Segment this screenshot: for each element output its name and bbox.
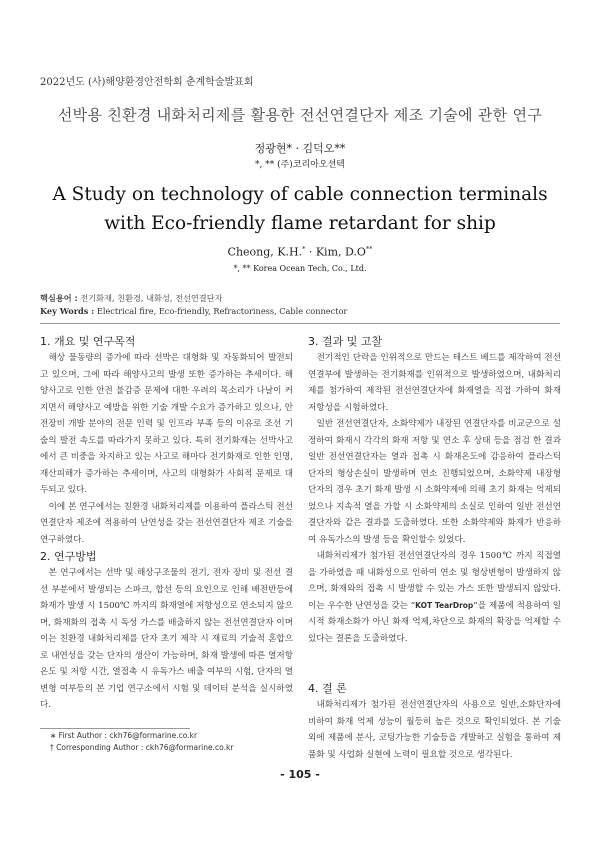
- section-1-body: [40, 350, 293, 548]
- section-3-body: [308, 350, 561, 647]
- english-title: [0, 180, 600, 238]
- section-2-body: [40, 565, 293, 714]
- english-authors: [0, 245, 600, 259]
- corresponding-author-footnote: [50, 743, 233, 752]
- korean-title: 선박용 친환경 내화처리제를 활용한 전선연결단자 제조 기술에 관한 연구: [57, 106, 543, 124]
- korean-keywords-text: 전기화재, 친환경, 내화성, 전선연결단자: [77, 293, 223, 303]
- first-author-email: First Author : ckh76@formarine.co.kr: [58, 731, 198, 740]
- korean-keywords: [40, 293, 223, 304]
- asterisk-icon: ∗: [50, 731, 59, 740]
- page-number: - 105 -: [280, 768, 320, 781]
- section-3-paragraph-3: [308, 548, 561, 647]
- dagger-icon: †: [50, 743, 57, 752]
- korean-affiliation: *, ** (주)코리아오션텍: [255, 160, 345, 170]
- section-3-paragraph-1: 전기적인 단락을 인위적으로 만드는 테스트 베드를 제작하여 전선 연결부에 발생하는 전기화재를 인위적으로 발생하였으며, 내화처리제를 첨가하여 제작된 전선연결단자에 화재열을 직접 가하여 화재 저항성을 시험하였다.: [308, 353, 561, 413]
- section-4-heading: 4. 결 론: [308, 682, 347, 695]
- author-1-marker: *: [302, 245, 306, 253]
- author-2-marker: **: [365, 245, 373, 253]
- section-3-paragraph-3-end: ”을 제품에 적용하여 일시적 화재소화가 아닌 화재 억제,차단으로 화재의 확장을 억제할 수 있다는 결론을 도출하였다.: [308, 600, 561, 644]
- section-4-body: [308, 697, 561, 763]
- english-author-2: Kim, D.O: [315, 245, 366, 259]
- product-name: KOT TearDrop: [415, 600, 474, 610]
- section-3-paragraph-2: 일반 전선연결단자, 소화약제가 내장된 연결단자를 비교군으로 설정하여 화재시 각각의 화재 저항 및 연소 후 상태 등을 점검 한 결과 일반 전선연결단자는 열과 접촉 시 화재온도에 감응하여 플라스틱 단자의 형상손실이 발생하며 연소 진행되었으며, 소화약제 내장형 단자의 경우 초기 화재 발생 시 소화약제에 의해 초기 화재는 억제되었으나 지속적 열을 가할 시 소화약제의 소실로 인하여 일반 전선연결단자와 같은 결과를 도출하였다. 또한 소화약제와 화재가 반응하여 유독가스의 발생 등을 확인할수 있었다.: [308, 419, 561, 545]
- korean-authors: 정광현* · 김덕오**: [254, 142, 346, 155]
- english-keywords-label: Key Words :: [40, 306, 95, 316]
- english-title-line1: A Study on technology of cable connection terminals: [52, 184, 548, 205]
- footnote-divider: [40, 728, 190, 729]
- section-2-paragraph-1: 본 연구에서는 선박 및 해상구조물의 전기, 전자 장비 및 전선 결선 부분에서 발생되는 스파크, 합선 등의 요인으로 인해 배전반등에 화재가 발생 시 1500℃ 까지의 화재열에 저항성으로 연소되지 않으며, 화재화의 접촉 시 독성 가스를 배출하지 않는 전선연결단자 이며 이는 친환경 내화처리제를 단자 초기 제작 시 재료의 기술적 혼합으로 내연성을 갖는 단자의 생산이 가능하며, 화재 발생에 따른 열저항 온도 및 저항 시간, 열접촉 시 유독가스 배출 여부의 시험, 단자의 열변형 여부등의 본 기업 연구소에서 시험 및 데이터 분석을 실시하였다.: [40, 568, 293, 710]
- author-separator: ·: [305, 245, 316, 259]
- section-3-heading: 3. 결과 및 고찰: [308, 335, 383, 348]
- english-affiliation: *, ** Korea Ocean Tech, Co., Ltd.: [233, 264, 367, 273]
- section-2-heading: 2. 연구방법: [40, 550, 97, 563]
- korean-keywords-label: 핵심용어 :: [40, 293, 78, 303]
- english-author-1: Cheong, K.H.: [227, 245, 303, 259]
- english-title-line2: with Eco-friendly flame retardant for ship: [104, 213, 496, 234]
- section-3-paragraph-3-start: 내화처리제가 첨가된 전선연결단자의 경우 1500℃ 까지 직접열을 가하였을 때 내화성으로 인하여 연소 및 형상변형이 발생하지 않으며, 화재와의 접촉 시 발생할 수 있는 가스 또한 발생되지 않았다. 이는 우수한 난연성을 갖는 “: [308, 551, 561, 611]
- header-divider: [40, 323, 560, 324]
- section-1-heading: 1. 개요 및 연구목적: [40, 335, 136, 348]
- english-keywords-text: Electrical fire, Eco-friendly, Refractoriness, Cable connector: [94, 306, 348, 316]
- english-keywords: [40, 306, 347, 316]
- section-1-paragraph-2: 이에 본 연구에서는 친환경 내화처리제를 이용하여 플라스틱 전선연결단자 제조에 적용하여 난연성을 갖는 전선연결단자 제조 기술을 연구하였다.: [40, 501, 293, 545]
- conference-header: 2022년도 (사)해양환경안전학회 춘계학술발표회: [40, 77, 254, 88]
- corresponding-author-email: Corresponding Author : ckh76@formarine.co.kr: [56, 743, 234, 752]
- section-1-paragraph-1: 해상 물동량의 증가에 따라 선박은 대형화 및 자동화되어 발전되고 있으며, 그에 따라 해양사고의 발생 또한 증가하는 추세이다. 해양사고로 인한 안전 불감증 문제에 대한 우려의 목소리가 나날이 커지면서 해양사고 예방을 위한 기술 개발 수요가 증가하고 있으나, 안전장비 개발 분야의 전문 인력 및 인프라 부족 등의 이유로 조선 기술의 발전 속도를 따라가지 못하고 있다. 특히 전기화재는 선박사고에서 큰 비중을 차지하고 있는 사고로 해마다 전기화재로 인한 인명, 재산피해가 증가하는 추세이며, 사고의 대형화가 사회적 문제로 대두되고 있다.: [40, 353, 293, 495]
- section-4-paragraph-1: 내화처리제가 첨가된 전선연결단자의 사용으로 일반,소화단자에 비하여 화재 억제 성능이 월등히 높은 것으로 확인되었다. 본 기술 외에 제품에 분사, 코팅가능한 기술등을 개발하고 실험을 통하여 제품화 및 사업화 실현에 노력이 필요할 것으로 생각된다.: [308, 700, 561, 760]
- first-author-footnote: [50, 731, 197, 740]
